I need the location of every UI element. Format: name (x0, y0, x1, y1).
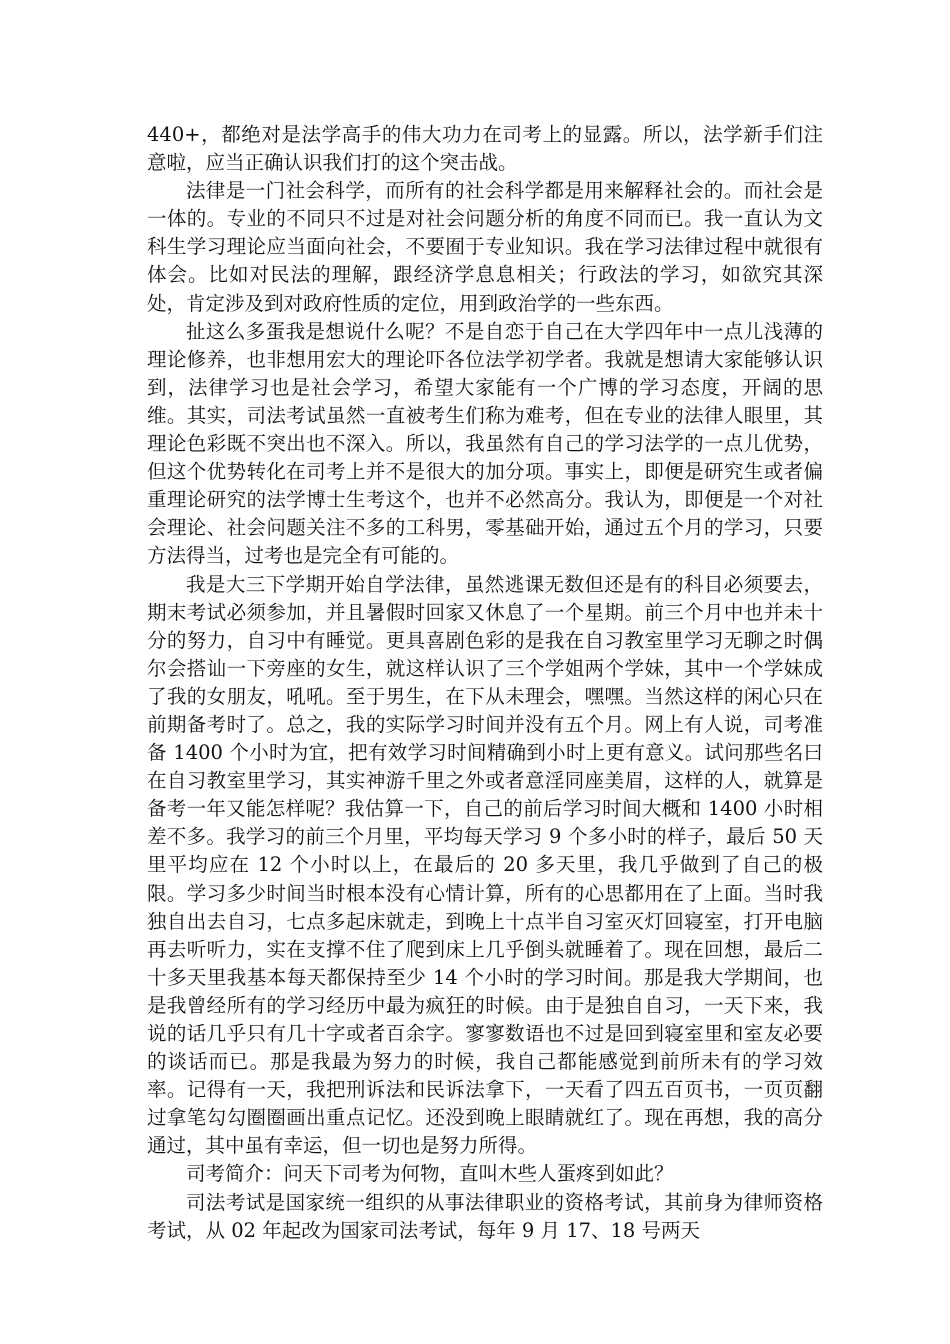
paragraph-4: 我是大三下学期开始自学法律，虽然逃课无数但还是有的科目必须要去，期末考试必须参加，并且暑假时回家又休息了一个星期。前三个月中也并未十分的努力，自习中有睡觉。更具喜剧色彩的是我在自习教室里学习无聊之时偶尔会搭讪一下旁座的女生，就这样认识了三个学姐两个学妹，其中一个学妹成了我的女朋友，吼吼。至于男生，在下从未理会，嘿嘿。当然这样的闲心只在前期备考时了。总之，我的实际学习时间并没有五个月。网上有人说，司考准备 1400 个小时为宜，把有效学习时间精确到小时上更有意义。试问那些名曰在自习教室里学习，其实神游千里之外或者意淫同座美眉，这样的人，就算是备考一年又能怎样呢？我估算一下，自己的前后学习时间大概和 1400 小时相差不多。我学习的前三个月里，平均每天学习 9 个多小时的样子，最后 50 天里平均应在 12 个小时以上，在最后的 20 多天里，我几乎做到了自己的极限。学习多少时间当时根本没有心情计算，所有的心思都用在了上面。当时我独自出去自习，七点多起床就走，到晚上十点半自习室灭灯回寝室，打开电脑再去听听力，实在支撑不住了爬到床上几乎倒头就睡着了。现在回想，最后二十多天里我基本每天都保持至少 14 个小时的学习时间。那是我大学期间，也是我曾经所有的学习经历中最为疯狂的时候。由于是独自自习，一天下来，我说的话几乎只有几十字或者百余字。寥寥数语也不过是回到寝室里和室友必要的谈话而已。那是我最为努力的时候，我自己都能感觉到前所未有的学习效率。记得有一天，我把刑诉法和民诉法拿下，一天看了四五百页书，一页页翻过拿笔勾勾圈圈画出重点记忆。还没到晚上眼睛就红了。现在再想，我的高分通过，其中虽有幸运，但一切也是努力所得。 (147, 572, 823, 1158)
section-heading: 司考简介：问天下司考为何物，直叫木些人蛋疼到如此？ (186, 1162, 674, 1186)
paragraph-5: 司法考试是国家统一组织的从事法律职业的资格考试，其前身为律师资格考试，从 02 年起改为国家司法考试，每年 9 月 17、18 号两天 (147, 1190, 823, 1242)
document-body (147, 121, 823, 1245)
paragraph-3: 扯这么多蛋我是想说什么呢？不是自恋于自己在大学四年中一点儿浅薄的理论修养，也非想用宏大的理论吓各位法学初学者。我就是想请大家能够认识到，法律学习也是社会学习，希望大家能有一个广博的学习态度，开阔的思维。其实，司法考试虽然一直被考生们称为难考，但在专业的法律人眼里，其理论色彩既不突出也不深入。所以，我虽然有自己的学习法学的一点儿优势，但这个优势转化在司考上并不是很大的加分项。事实上，即便是研究生或者偏重理论研究的法学博士生考这个，也并不必然高分。我认为，即便是一个对社会理论、社会问题关注不多的工科男，零基础开始，通过五个月的学习，只要方法得当，过考也是完全有可能的。 (147, 319, 823, 568)
paragraph-1: 440+，都绝对是法学高手的伟大功力在司考上的显露。所以，法学新手们注意啦，应当正确认识我们打的这个突击战。 (147, 123, 823, 175)
paragraph-2: 法律是一门社会科学，而所有的社会科学都是用来解释社会的。而社会是一体的。专业的不同只不过是对社会问题分析的角度不同而已。我一直认为文科生学习理论应当面向社会，不要囿于专业知识。我在学习法律过程中就很有体会。比如对民法的理解，跟经济学息息相关；行政法的学习，如欲究其深处，肯定涉及到对政府性质的定位，用到政治学的一些东西。 (147, 179, 823, 315)
